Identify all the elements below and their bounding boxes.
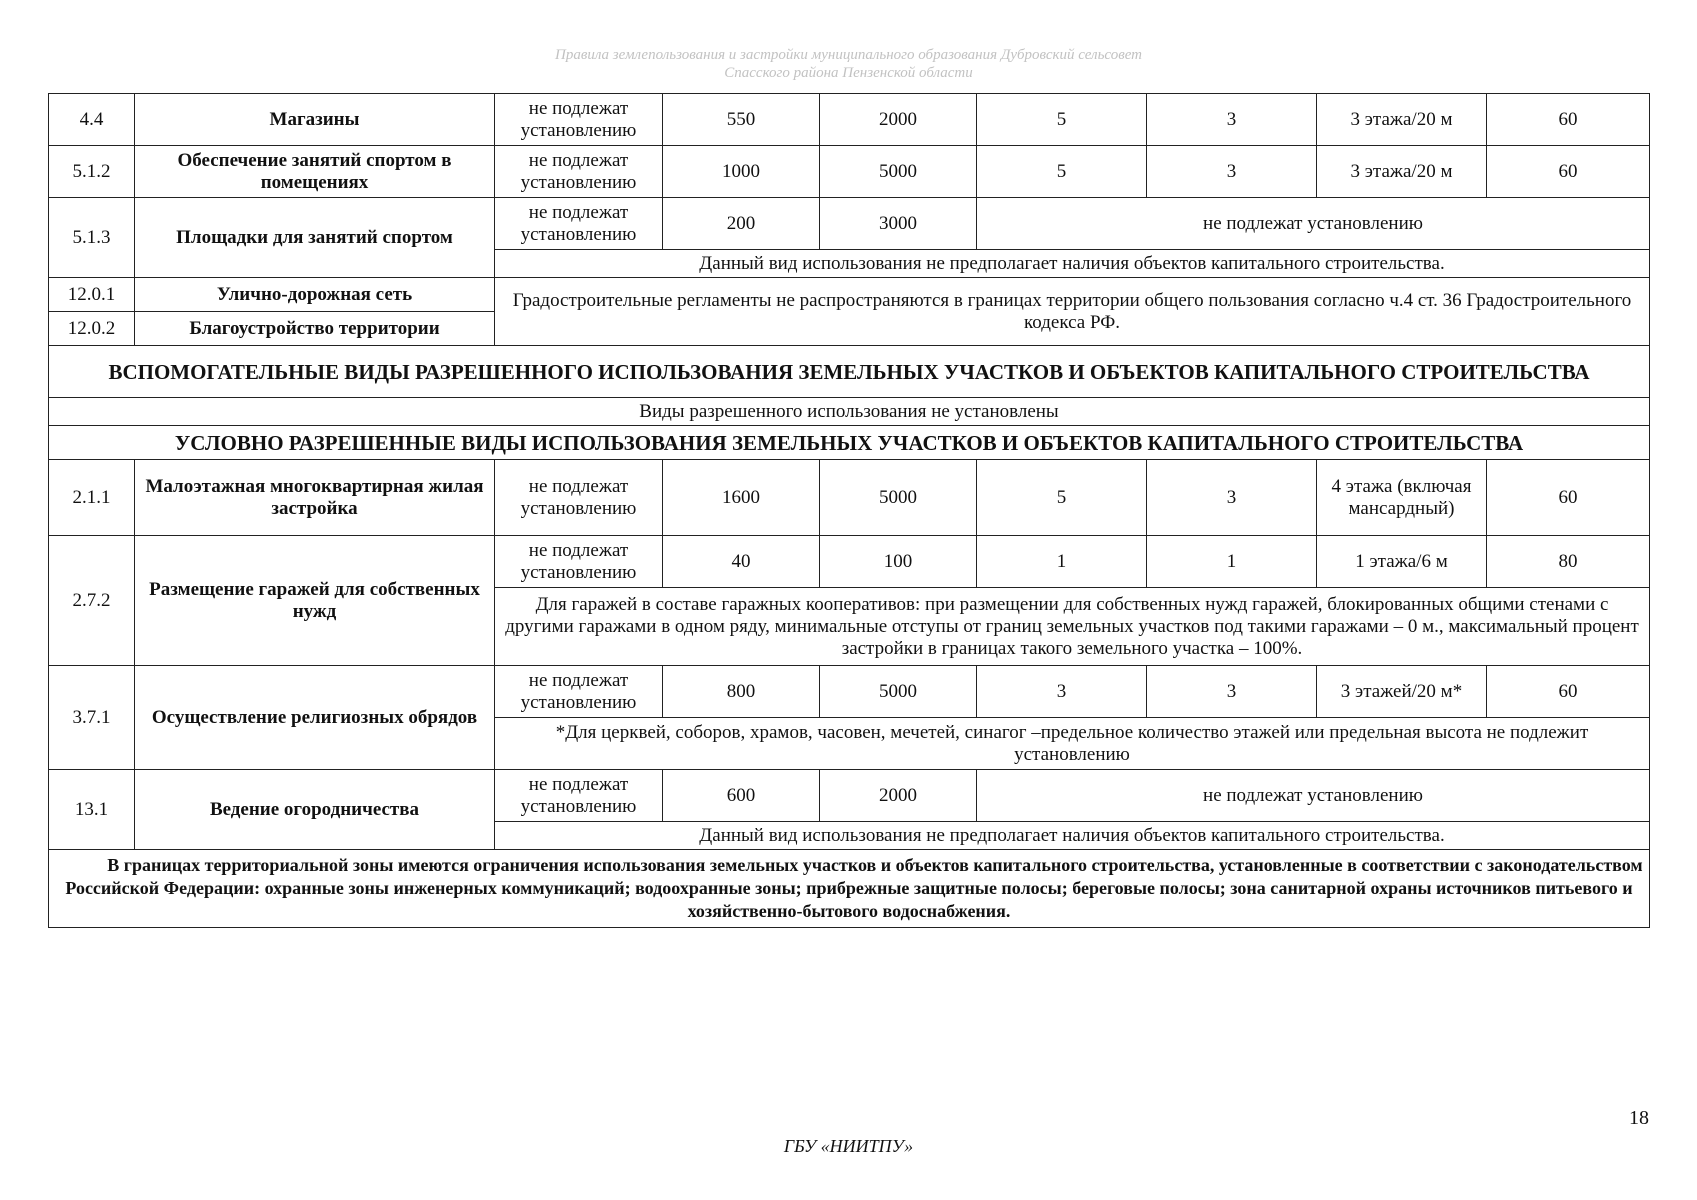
row-value: 5: [977, 460, 1147, 536]
row-code: 2.7.2: [49, 536, 135, 666]
row-value: 4 этажа (включая мансардный): [1317, 460, 1487, 536]
row-value: 3: [1147, 666, 1317, 718]
row-value: 100: [820, 536, 977, 588]
row-value: 1 этажа/6 м: [1317, 536, 1487, 588]
row-note: Данный вид использования не предполагает наличия объектов капитального строительства.: [495, 822, 1650, 850]
row-name: Малоэтажная многоквартирная жилая застройка: [135, 460, 495, 536]
row-value: 1600: [663, 460, 820, 536]
row-value: 5000: [820, 460, 977, 536]
row-name: Благоустройство территории: [135, 312, 495, 346]
row-value: 3 этажа/20 м: [1317, 146, 1487, 198]
row-value-not-set: не подлежат установлению: [495, 666, 663, 718]
row-value: 60: [1487, 460, 1650, 536]
section-text-auxiliary: Виды разрешенного использования не установлены: [49, 398, 1650, 426]
table-row: [49, 94, 1650, 146]
row-value: 200: [663, 198, 820, 250]
row-note: Данный вид использования не предполагает наличия объектов капитального строительства.: [495, 250, 1650, 278]
row-merged-value: не подлежат установлению: [977, 770, 1650, 822]
header-line-1: Правила землепользования и застройки муниципального образования Дубровский сельсовет: [554, 47, 1142, 63]
row-name: Обеспечение занятий спортом в помещениях: [135, 146, 495, 198]
section-title-conditional: УСЛОВНО РАЗРЕШЕННЫЕ ВИДЫ ИСПОЛЬЗОВАНИЯ ЗЕМЕЛЬНЫХ УЧАСТКОВ И ОБЪЕКТОВ КАПИТАЛЬНОГО СТРОИТЕЛЬСТВА: [49, 426, 1650, 460]
row-name: Площадки для занятий спортом: [135, 198, 495, 278]
table-row: [49, 198, 1650, 250]
row-value: 3: [1147, 94, 1317, 146]
row-code: 5.1.3: [49, 198, 135, 278]
section-header-row: [49, 346, 1650, 398]
table-row: [49, 770, 1650, 822]
row-value: 5: [977, 146, 1147, 198]
table-row: [49, 460, 1650, 536]
table-row: [49, 666, 1650, 718]
row-value: 3 этажа/20 м: [1317, 94, 1487, 146]
table-row: [49, 278, 1650, 312]
page-footer: ГБУ «НИИТПУ»: [783, 1136, 914, 1156]
row-value: 5000: [820, 146, 977, 198]
row-value: 3: [1147, 146, 1317, 198]
row-value-not-set: не подлежат установлению: [495, 460, 663, 536]
row-name: Осуществление религиозных обрядов: [135, 666, 495, 770]
restrictions-row: [49, 850, 1650, 928]
row-value: 5: [977, 94, 1147, 146]
row-merged-value: не подлежат установлению: [977, 198, 1650, 250]
row-value: 600: [663, 770, 820, 822]
row-value: 1: [977, 536, 1147, 588]
row-value-not-set: не подлежат установлению: [495, 146, 663, 198]
row-value: 60: [1487, 94, 1650, 146]
row-value-not-set: не подлежат установлению: [495, 94, 663, 146]
row-value: 5000: [820, 666, 977, 718]
page-number: 18: [1629, 1107, 1649, 1129]
row-value: 3 этажей/20 м*: [1317, 666, 1487, 718]
row-value: 1: [1147, 536, 1317, 588]
row-code: 5.1.2: [49, 146, 135, 198]
row-name: Улично-дорожная сеть: [135, 278, 495, 312]
row-value: 80: [1487, 536, 1650, 588]
row-code: 12.0.2: [49, 312, 135, 346]
section-title-auxiliary: ВСПОМОГАТЕЛЬНЫЕ ВИДЫ РАЗРЕШЕННОГО ИСПОЛЬЗОВАНИЯ ЗЕМЕЛЬНЫХ УЧАСТКОВ И ОБЪЕКТОВ КАПИТАЛЬНОГО СТРОИТЕЛЬСТВА: [49, 346, 1650, 398]
table-row: [49, 146, 1650, 198]
header-line-2: Спасского района Пензенской области: [724, 65, 973, 81]
row-value: 3: [1147, 460, 1317, 536]
row-name: Магазины: [135, 94, 495, 146]
row-code: 3.7.1: [49, 666, 135, 770]
row-value: 2000: [820, 770, 977, 822]
row-value: 550: [663, 94, 820, 146]
row-value-not-set: не подлежат установлению: [495, 536, 663, 588]
row-value: 60: [1487, 666, 1650, 718]
row-value: 3: [977, 666, 1147, 718]
row-name: Размещение гаражей для собственных нужд: [135, 536, 495, 666]
row-note: Градостроительные регламенты не распространяются в границах территории общего пользования согласно ч.4 ст. 36 Градостроительного кодекса РФ.: [495, 278, 1650, 346]
row-value-not-set: не подлежат установлению: [495, 198, 663, 250]
row-code: 4.4: [49, 94, 135, 146]
table-row: [49, 536, 1650, 588]
row-value: 2000: [820, 94, 977, 146]
row-value: 800: [663, 666, 820, 718]
restrictions-note: [49, 850, 1650, 928]
row-value: 40: [663, 536, 820, 588]
row-code: 12.0.1: [49, 278, 135, 312]
section-text-row: [49, 398, 1650, 426]
regulations-table: [48, 93, 1650, 928]
row-value: 3000: [820, 198, 977, 250]
row-code: 2.1.1: [49, 460, 135, 536]
row-note: *Для церквей, соборов, храмов, часовен, мечетей, синагог –предельное количество этажей или предельная высота не подлежит установлению: [495, 718, 1650, 770]
row-code: 13.1: [49, 770, 135, 850]
row-note: Для гаражей в составе гаражных кооперативов: при размещении для собственных нужд гаражей, блокированных общими стенами с другими гаражами в одном ряду, минимальные отступы от границ земельных участков под такими гаражами – 0 м., максимальный процент застройки в границах такого земельного участка – 100%.: [495, 588, 1650, 666]
page-header: [0, 46, 1697, 82]
row-name: Ведение огородничества: [135, 770, 495, 850]
row-value: 1000: [663, 146, 820, 198]
row-value-not-set: не подлежат установлению: [495, 770, 663, 822]
section-header-row: [49, 426, 1650, 460]
restrictions-text: В границах территориальной зоны имеются ограничения использования земельных участков и объектов капитального строительства, установленные в соответствии с законодательством Российской Федерации: охранные зоны инженерных коммуникаций; водоохранные зоны; прибрежные защитные полосы; береговые полосы; зона санитарной охраны источников питьевого и хозяйственно-бытового водоснабжения.: [65, 855, 1643, 921]
row-value: 60: [1487, 146, 1650, 198]
